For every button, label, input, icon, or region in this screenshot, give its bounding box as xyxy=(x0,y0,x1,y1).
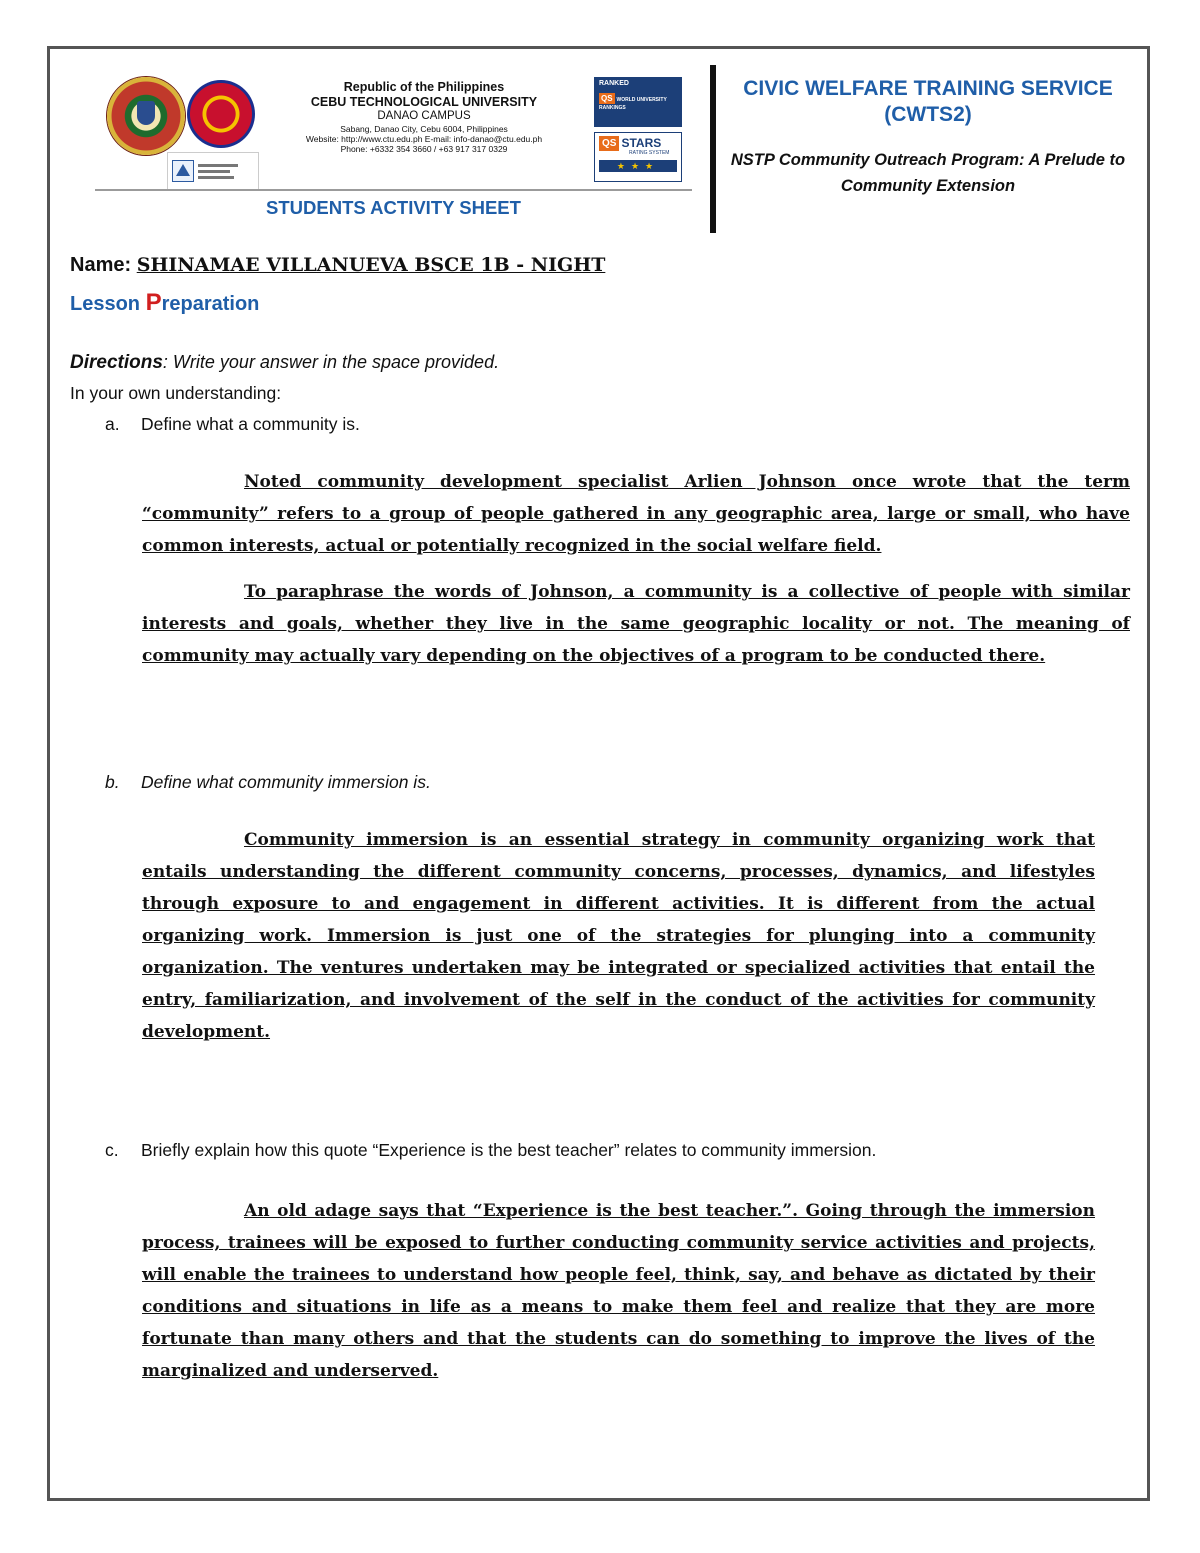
program-title: CIVIC WELFARE TRAINING SERVICE (CWTS2) xyxy=(743,77,1113,127)
university-address: Sabang, Danao City, Cebu 6004, Philippines xyxy=(340,123,508,134)
tuv-certification-logo xyxy=(167,152,259,190)
question-b: b. Define what community immersion is. xyxy=(105,772,431,792)
directions-label: Directions xyxy=(70,352,163,373)
question-c: c. Briefly explain how this quote “Experience is the best teacher” relates to community immersion. xyxy=(105,1140,877,1160)
university-phone: Phone: +6332 354 3660 / +63 917 317 0329 xyxy=(340,144,508,155)
lesson-heading: Lesson Preparation xyxy=(70,289,260,316)
vertical-divider xyxy=(710,65,716,233)
asean-logo xyxy=(187,80,255,148)
directions xyxy=(70,352,499,374)
question-a: a. Define what a community is. xyxy=(105,414,360,434)
directions-text: : Write your answer in the space provided. xyxy=(162,352,500,372)
qs-ranked-badge: RANKED QS WORLD UNIVERSITY RANKINGS xyxy=(594,77,682,127)
directions-intro: In your own understanding: xyxy=(70,383,282,403)
name-label: Name: xyxy=(70,254,137,276)
student-name: SHINAMAE VILLANUEVA BSCE 1B - NIGHT xyxy=(136,254,606,276)
sheet-title: STUDENTS ACTIVITY SHEET xyxy=(266,197,521,218)
answer-a-paragraph-2: To paraphrase the words of Johnson, a community is a collective of people with similar interests and goals, whether they live in the same geographic locality or not. The meaning of community may actually vary depending on the objectives of a program to be conducted there. xyxy=(142,582,1130,666)
campus-name: DANAO CAMPUS xyxy=(377,110,471,122)
republic-line: Republic of the Philippines xyxy=(343,80,505,94)
university-info xyxy=(279,80,569,154)
header-divider xyxy=(95,189,692,191)
answer-c: An old adage says that “Experience is the best teacher.”. Going through the immersion process, trainees will be exposed to further conducting community service activities and projects, will enable the trainees to understand how people feel, think, say, and behave as dictated by their conditions and situations in life as a means to make them feel and realize that they are more fortunate than many others and that the students can do something to improve the lives of the marginalized and underserved. xyxy=(142,1201,1095,1381)
tuv-triangle-icon xyxy=(172,160,194,182)
university-website: Website: http://www.ctu.edu.ph E-mail: info-danao@ctu.edu.ph xyxy=(305,133,543,144)
star-rating-icon: ★★★ xyxy=(599,160,677,172)
university-header xyxy=(95,72,692,222)
program-header xyxy=(728,76,1128,199)
ctu-seal-logo xyxy=(107,77,185,155)
student-name-line xyxy=(70,254,605,277)
program-subtitle: NSTP Community Outreach Program: A Prelude to Community Extension xyxy=(730,150,1126,195)
university-name: CEBU TECHNOLOGICAL UNIVERSITY xyxy=(310,95,538,109)
answer-b: Community immersion is an essential strategy in community organizing work that entails understanding the different community concerns, processes, dynamics, and lifestyles through exposure to and engagement in different activities. It is different from the actual organizing work. Immersion is just one of the strategies for plunging into a community organization. The ventures undertaken may be integrated or specialized activities that entail the entry, familiarization, and involvement of the self in the conduct of the activities for community development. xyxy=(142,830,1095,1042)
qs-stars-badge: QS STARS RATING SYSTEM ★★★ xyxy=(594,132,682,182)
answer-a-paragraph-1: Noted community development specialist Arlien Johnson once wrote that the term “community” refers to a group of people gathered in any geographic area, large or small, who have common interests, actual or potentially recognized in the social welfare field. xyxy=(142,472,1130,556)
